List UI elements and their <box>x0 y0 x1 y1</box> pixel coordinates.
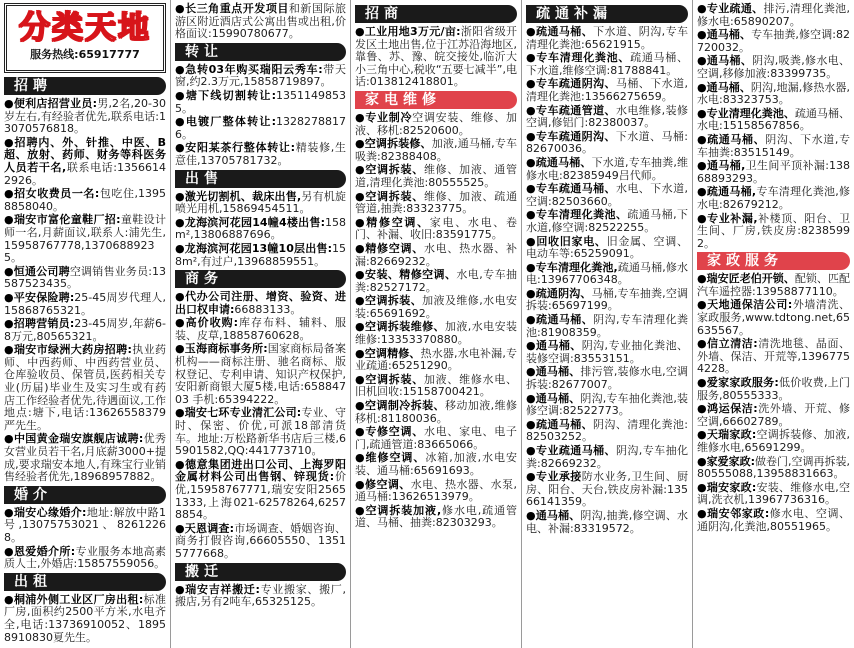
ad-text: 空调销售业务员:13587523435。 <box>4 264 166 291</box>
column-4 <box>521 0 692 648</box>
ad-item <box>4 98 166 136</box>
ad-lead: ●回收旧家电、 <box>526 234 607 248</box>
ad-item <box>4 546 166 571</box>
ad-lead: ●高价收购: <box>175 316 238 330</box>
ad-lead: ●通马桶、 <box>697 28 752 42</box>
ad-item <box>697 508 850 533</box>
ad-text: 排污,清理化粪池,修水电:65890207。 <box>697 2 850 28</box>
ad-text: 做卷门,空调再拆装,80555088,13958831663。 <box>697 454 850 481</box>
ad-lead: ●通马桶、 <box>697 54 753 68</box>
ad-lead: ●恩爱婚介所: <box>4 544 76 558</box>
ad-item <box>697 273 850 298</box>
ad-item <box>355 426 517 451</box>
ad-item <box>697 134 850 159</box>
ad-text: 66883133。 <box>234 302 302 316</box>
ad-text: 加液,通马桶,专车吸粪:82388408。 <box>355 137 517 163</box>
masthead <box>4 3 166 73</box>
ad-item <box>526 209 688 234</box>
ad-item <box>355 191 517 216</box>
ad-text: 洗外墙、开荒、修空调,66602789。 <box>697 402 851 428</box>
section-heading: 转让 <box>175 43 346 61</box>
ad-lead: ●瑞安吉祥搬迁: <box>175 582 260 596</box>
section-heading: 商务 <box>175 270 346 288</box>
ad-item <box>355 138 517 163</box>
ad-item <box>355 452 517 477</box>
ad-item <box>4 433 166 483</box>
ad-lead: ●专车疏通阴沟、 <box>526 77 616 91</box>
ad-lead: ●招聘内、外、针推、中医、B超、放射、药师、财务等科医务人员若干名, <box>4 135 166 174</box>
ad-text: 维修、加液、疏通管道,抽粪:83323775。 <box>355 189 517 216</box>
ad-lead: ●空调拆装、 <box>355 163 424 177</box>
ad-item <box>175 291 346 316</box>
ad-text: 疏通马桶、水电:15158567856。 <box>697 106 850 133</box>
ad-lead: ●安装、精修空调、 <box>355 268 457 282</box>
ad-item <box>355 479 517 504</box>
ad-text: 专车清理化粪池,修水电:82679212。 <box>697 185 850 211</box>
ad-text: 下水道、马桶:82670036。 <box>526 129 688 156</box>
ad-lead: ●瑞安市富伦童鞋厂招: <box>4 213 121 227</box>
ad-lead: ●维修空调、 <box>355 451 426 465</box>
ad-lead: ●疏通马桶, <box>697 185 757 199</box>
masthead-title: 分类天地 <box>19 10 151 46</box>
ad-lead: ●安阳某茶行整体转让: <box>175 141 295 155</box>
ad-lead: ●疏通马桶、 <box>526 155 592 169</box>
ad-text: 马桶,专车抽粪,空调拆装:65697199。 <box>526 286 688 313</box>
ad-lead: ●专车清理化粪池, <box>526 260 618 274</box>
ad-item <box>697 338 850 376</box>
ad-lead: ●鸿运保洁: <box>697 402 758 416</box>
section-heading: 出租 <box>4 573 166 591</box>
ad-text: 阴沟,专车抽化粪池,装修空调:82522773。 <box>526 391 688 418</box>
ad-text: 精装修,生意佳,13705781732。 <box>175 141 346 167</box>
ad-text: 空调拆装修、加液,维修水电,65691299。 <box>697 428 850 454</box>
ad-item <box>175 90 346 115</box>
ad-lead: ●瑞安心缘婚介: <box>4 505 87 519</box>
ad-text: 价优,15958767771,瑞安安阳25651333,上海021-62578264,62578854。 <box>175 470 346 522</box>
ad-lead: ●瑞安家政: <box>697 480 757 494</box>
ad-lead: ●空调拆装、 <box>355 189 424 203</box>
ad-text: 水电、家电、电子门,疏通管道:83665066。 <box>355 425 517 451</box>
ad-item <box>697 186 850 211</box>
ad-lead: ●工业用地3万元/亩: <box>355 25 461 38</box>
ad-item <box>355 321 517 346</box>
ad-text: 热水器,水电补漏,专业疏通:65251290。 <box>355 346 517 373</box>
ad-item <box>355 217 517 242</box>
ad-lead: ●疏通马桶、 <box>526 417 594 431</box>
section-heading: 招商 <box>355 5 517 23</box>
ad-text: 浙阳省级开发区土地出售,位于江苏沿海地区,靠鲁、苏、豫、皖交接处,临沂大小三角中心,税收“五要七减半”,电话:013812418801。 <box>355 25 518 89</box>
ad-text: 阴沟,地漏,修热水器,水电:83323753。 <box>697 80 850 107</box>
ad-item <box>526 393 688 418</box>
ad-item <box>4 188 166 213</box>
ad-lead: ●招女收费员一名: <box>4 187 100 201</box>
ad-item <box>697 3 850 28</box>
ad-item <box>526 366 688 391</box>
ad-item <box>697 377 850 402</box>
ad-lead: ●专修空调、 <box>355 425 424 439</box>
ad-item <box>526 419 688 444</box>
ad-lead: ●专车疏通马桶、 <box>526 182 616 196</box>
ad-item <box>175 217 346 242</box>
ad-lead: ●疏通马桶、 <box>526 313 594 327</box>
ad-item <box>697 429 850 454</box>
ad-lead: ●天瑞家政: <box>697 428 757 442</box>
ad-item <box>526 183 688 208</box>
ad-lead: ●龙海滨河花园14幢4楼出售: <box>175 215 325 229</box>
ad-text: 修水电、空调、通阴沟,化粪池,80551965。 <box>697 506 851 533</box>
ad-item <box>526 314 688 339</box>
ad-item <box>4 507 166 545</box>
ad-text: 25-45周岁代理人,15868765321。 <box>4 290 166 317</box>
ad-text: 清洗地毯、晶面、外墙、保洁、开荒等,13967754228。 <box>697 337 851 376</box>
ad-text: 158m²,有过户,13968859551。 <box>175 241 346 268</box>
ad-item <box>175 343 346 406</box>
ad-lead: ●中国黄金瑞安旗舰店诚聘: <box>4 432 144 446</box>
ad-lead: ●家爱家政: <box>697 454 755 468</box>
ad-item <box>355 112 517 137</box>
ad-item <box>526 262 688 287</box>
ad-lead: ●招聘营销员: <box>4 317 75 331</box>
ad-lead: ●瑞安邻家政: <box>697 506 770 520</box>
ad-text: 加液、维修水电、旧机回收:15158700421。 <box>355 372 517 399</box>
ad-item <box>355 243 517 268</box>
ad-text: 包吃住,13958858040。 <box>4 187 167 213</box>
section-heading: 出售 <box>175 170 346 188</box>
ad-item <box>4 594 166 644</box>
ad-text: 库存布料、辅料、服装、皮草,18858760628。 <box>175 316 346 342</box>
ad-text: 加液,水电安装维修:13353370880。 <box>355 320 517 347</box>
ad-item <box>355 348 517 373</box>
ad-text: 标准厂房,面积约2500平方米,水电齐全,电话:13736910052、18958910830夏先生。 <box>4 592 167 644</box>
ad-item <box>526 471 688 509</box>
ad-text: 男,2名,20-30岁左右,有经验者优先,联系电话:13070576818。 <box>4 97 166 136</box>
ad-text: 地址:解放中路1号,13075753021、82612268。 <box>4 505 166 544</box>
ad-item <box>697 456 850 481</box>
ad-item <box>526 131 688 156</box>
ad-item <box>4 266 166 291</box>
column-2 <box>170 0 350 648</box>
ad-item <box>175 191 346 216</box>
ad-item <box>697 299 850 337</box>
ad-lead: ●专业制冷 <box>355 110 413 124</box>
ad-lead: ●专业疏通马桶、 <box>526 444 616 457</box>
ad-lead: ●精修空调、 <box>355 215 430 229</box>
ad-text: 马桶、下水道,清理化粪池:13566275659。 <box>526 77 688 103</box>
ad-lead: ●疏通马桶、 <box>526 25 594 38</box>
ad-item <box>697 403 850 428</box>
ad-lead: ●通马桶, <box>697 159 746 173</box>
ad-text: 疏通马桶、下水道,维修空调:81788841。 <box>526 51 688 77</box>
ad-lead: ●空调拆装加液, <box>355 503 442 517</box>
ad-lead: ●通马桶、 <box>526 365 581 379</box>
ad-item <box>175 459 346 522</box>
ad-text: 国家商标局备案机构——商标注册、驰名商标、版权登记、专利申请、知识产权保护,安阳新商银大厦5楼,电话:65884703 手机:65394222。 <box>175 342 347 406</box>
ad-lead: ●通马桶、 <box>697 80 751 94</box>
ad-item <box>526 157 688 182</box>
ad-text: 执业药师、中西药师、中西药营业员、仓库验收员、保管员,医药相关专业(历届)毕业生及实习生或有药店工作经验者优先,待遇面议,工作地点:塘下,电话:13626558379严先生。 <box>4 343 167 432</box>
ad-lead: ●空调拆装、 <box>355 372 424 386</box>
ad-text: 13282788176。 <box>175 115 346 141</box>
ad-text: 童鞋设计师一名,月薪面议,联系人:浦先生,15958767778,13706889235。 <box>4 213 167 265</box>
ad-item <box>697 213 850 251</box>
ad-lead: ●桐浦外侧工业区厂房出租: <box>4 592 144 606</box>
ad-item <box>4 318 166 343</box>
ad-text: 阴沟、清理化粪池:82503252。 <box>526 417 688 444</box>
ad-lead: ●德意集团进出口公司、上海罗阳金属材料公司出售钢、锌现货: <box>175 457 346 484</box>
ad-item <box>526 236 688 261</box>
ad-text: 专业服务本地高素质人士,外婚店:15857559056。 <box>4 544 166 571</box>
ad-item <box>526 340 688 365</box>
column-5 <box>692 0 854 648</box>
ad-text: 专业、守时、保密、价优,可派18部清货车。地址:万松路新华书店后三楼,65901582,QQ:441773710。 <box>175 406 347 458</box>
ad-item <box>697 29 850 54</box>
ad-item <box>355 374 517 399</box>
ad-lead: ●激光切割机、裁床出售, <box>175 189 302 203</box>
ad-text: 水电、热水器、水泵,通马桶:13626513979。 <box>355 477 517 504</box>
column-1 <box>0 0 170 648</box>
ad-item <box>526 288 688 313</box>
ad-item <box>175 64 346 89</box>
ad-lead: ●天地通保洁公司: <box>697 298 793 312</box>
ad-lead: ●通马桶、 <box>526 391 581 405</box>
ad-text: 下水道,专车抽粪,维修水电:82385949吕代师。 <box>526 155 688 182</box>
ad-lead: ●疏通阴沟、 <box>526 286 592 300</box>
ad-text: 加液及维修,水电安装:65691692。 <box>355 294 517 320</box>
ad-lead: ●天恩调查: <box>175 521 234 535</box>
ad-item <box>526 78 688 103</box>
ad-item <box>355 269 517 294</box>
ad-item <box>4 214 166 264</box>
ad-lead: ●便利店招营业员: <box>4 97 98 110</box>
ad-lead: ●玉海商标事务所: <box>175 342 268 356</box>
ad-item <box>355 505 517 530</box>
ad-item <box>175 584 346 609</box>
ad-item <box>4 292 166 317</box>
ad-lead: ●代办公司注册、增资、验资、进出口权申请: <box>175 290 346 316</box>
column-3 <box>350 0 521 648</box>
ad-item <box>697 108 850 133</box>
ad-item <box>355 295 517 320</box>
ad-text: 158m²,13806887696。 <box>175 215 346 242</box>
section-heading: 家电维修 <box>355 91 517 109</box>
ad-item <box>526 105 688 130</box>
ad-text: 市场调查、婚姻咨询、商务打假咨询,66605550、13515777668。 <box>175 521 346 560</box>
ad-lead: ●瑞安七环专业清汇公司: <box>175 406 302 420</box>
ad-text: 13511498535。 <box>175 88 346 115</box>
ad-text: 维修、加液、通管道,清理化粪池:80555525。 <box>355 163 517 189</box>
ad-lead: ●平安保险聘: <box>4 290 75 304</box>
masthead-hotline: 服务热线:65917777 <box>30 48 140 61</box>
ad-lead: ●瑞安市绿洲大药房招聘: <box>4 343 132 357</box>
ad-lead: ●专业补漏, <box>697 211 758 225</box>
ad-item <box>697 482 850 507</box>
ad-item <box>526 445 688 470</box>
ad-lead: ●瑞安匠老伯开锁、 <box>697 272 795 286</box>
ad-text: 空调安装、维修、加液、移机:82520600。 <box>355 110 517 137</box>
ad-text: 阴沟、下水道,专车抽粪:83515149。 <box>697 132 850 159</box>
ad-text: 阴沟,专车抽化粪:82669232。 <box>526 444 688 470</box>
section-heading: 疏通补漏 <box>526 5 688 23</box>
ad-item <box>355 400 517 425</box>
ad-text: 家电、水电、卷门、补漏、收旧:83591775。 <box>355 215 517 242</box>
ad-lead: ●专业清理化粪池、 <box>697 106 795 120</box>
ad-text: 水电、热水器、补漏:82669232。 <box>355 241 517 268</box>
section-heading: 婚介 <box>4 486 166 504</box>
ad-item <box>355 164 517 189</box>
ad-item <box>697 160 850 185</box>
ad-lead: ●专车清理化粪池、 <box>526 208 628 222</box>
ad-lead: ●电镀厂整体转让: <box>175 115 276 129</box>
ad-lead: ●修空调、 <box>355 477 411 491</box>
ad-lead: ●空调拆装修、 <box>355 137 432 151</box>
ad-lead: ●空调拆装维修、 <box>355 320 445 334</box>
ad-text: 疏通马桶,修水电:13967706348。 <box>526 260 689 287</box>
ad-item <box>175 116 346 141</box>
ad-text: 优秀女营业员若干名,月底薪3000+提成,要求瑞安本地人,有珠宝行业销售经验者优先,18968957882。 <box>4 432 167 484</box>
ad-text: 水电,专车抽粪:82527172。 <box>355 268 517 294</box>
ad-lead: ●通马桶、 <box>526 508 581 522</box>
ad-item <box>175 407 346 457</box>
ad-text: 阴沟,吸粪,修水电、空调,移修加液:83399735。 <box>697 54 850 80</box>
ad-item <box>526 26 688 51</box>
ad-item <box>4 344 166 432</box>
ad-text: 外墙清洗、家政服务,www.tdtong.net,65635567。 <box>697 298 851 337</box>
ad-item <box>4 137 166 187</box>
ad-text: 专业搬家、搬厂,搬店,另有2吨车,65325125。 <box>175 582 347 609</box>
ad-text: 安装、维修水电,空调,洗衣机,13967736316。 <box>697 480 850 507</box>
ad-item <box>175 3 346 41</box>
ad-text: 阴沟,专业抽化粪池、装修空调:83553151。 <box>526 339 688 365</box>
ad-text: 阴沟,专车清理化粪池:81908359。 <box>526 313 688 339</box>
ad-item <box>355 26 517 89</box>
ad-lead: ●恒通公司聘 <box>4 264 70 278</box>
ad-lead: ●爱家家政服务: <box>697 376 779 390</box>
ad-text: 和新国际旅游区附近酒店式公寓出售或出租,价格面议:15990780677。 <box>175 2 347 41</box>
ad-text: 低价收费,上门服务,80555333。 <box>697 376 850 402</box>
ad-lead: ●专车清理化粪池、 <box>526 51 631 65</box>
ad-text: 防水业务,卫生间、厨房、阳台、天台,铁皮房补漏:13566141359。 <box>526 470 688 509</box>
ad-text: 专车抽粪,修空调:82720032。 <box>697 28 850 54</box>
ad-item <box>526 52 688 77</box>
ad-lead: ●空调精修、 <box>355 346 421 360</box>
section-heading: 家政服务 <box>697 252 850 270</box>
ad-item <box>175 523 346 561</box>
ad-text: 阴沟,抽粪,修空调、水电、补漏:83319572。 <box>526 508 688 535</box>
ad-text: 卫生间平顶补漏:13868893293。 <box>697 159 851 185</box>
ad-text: 疏通马桶,下水道,修空调:82522255。 <box>526 208 688 234</box>
ad-text: 水电维修,装修空调,修铝门:82380037。 <box>526 103 688 130</box>
ad-text: 下水道、阴沟,专车清理化粪池:65621915。 <box>526 25 688 51</box>
ad-lead: ●专业疏通、 <box>697 2 764 15</box>
ad-lead: ●塘下线切割转让: <box>175 88 276 102</box>
ad-lead: ●空调制冷拆装、 <box>355 399 445 413</box>
section-heading: 搬迁 <box>175 563 346 581</box>
ad-text: 排污管,装修水电,空调拆装:82677007。 <box>526 365 688 392</box>
ad-item <box>697 82 850 107</box>
ad-item <box>526 510 688 535</box>
ad-text: 水电、下水道,空调:82503660。 <box>526 182 688 208</box>
ad-text: 修水电,疏通管道、马桶、抽粪:82303293。 <box>355 503 517 530</box>
ad-text: 配锁、匹配汽车遥控器:13958877110。 <box>697 272 850 298</box>
ad-lead: ●专业承接 <box>526 470 582 484</box>
ad-lead: ●空调拆装、 <box>355 294 423 308</box>
ad-text: 联系电话:13566142926。 <box>4 160 166 187</box>
ad-text: 冰箱,加液,水电安装、通马桶:65691693。 <box>355 451 517 477</box>
ad-text: 补楼顶、阳台、卫生间、厂房,铁皮房:82385992。 <box>697 211 851 250</box>
ad-lead: ●通马桶、 <box>526 339 582 353</box>
ad-lead: ●信立清洁: <box>697 337 758 351</box>
ad-lead: ●长三角重点开发项目 <box>175 2 289 15</box>
ad-lead: ●专车疏通管道、 <box>526 103 616 117</box>
ad-lead: ●精修空调、 <box>355 241 424 255</box>
section-heading: 招聘 <box>4 77 166 95</box>
ad-lead: ●专车疏通阴沟、 <box>526 129 616 143</box>
ad-text: 旧金属、空调、电动车等:65259091。 <box>526 234 688 261</box>
ad-item <box>175 243 346 268</box>
ad-lead: ●龙海滨河花园13幢10层出售: <box>175 241 332 255</box>
ad-lead: ●急转03年购买瑞阳云秀车: <box>175 62 323 76</box>
ad-text: 带天窗,约2.3万元,15858719897。 <box>175 62 346 89</box>
ad-item <box>697 55 850 80</box>
ad-text: 移动加液,维修移机:81180036。 <box>355 399 517 425</box>
ad-text: 另有机旋喷光用机,15869454511。 <box>175 189 346 216</box>
ad-text: 23-45周岁,年薪6-8万元,80565321。 <box>4 317 166 343</box>
ad-lead: ●疏通马桶、 <box>697 132 766 146</box>
ad-item <box>175 317 346 342</box>
ad-item <box>175 142 346 167</box>
